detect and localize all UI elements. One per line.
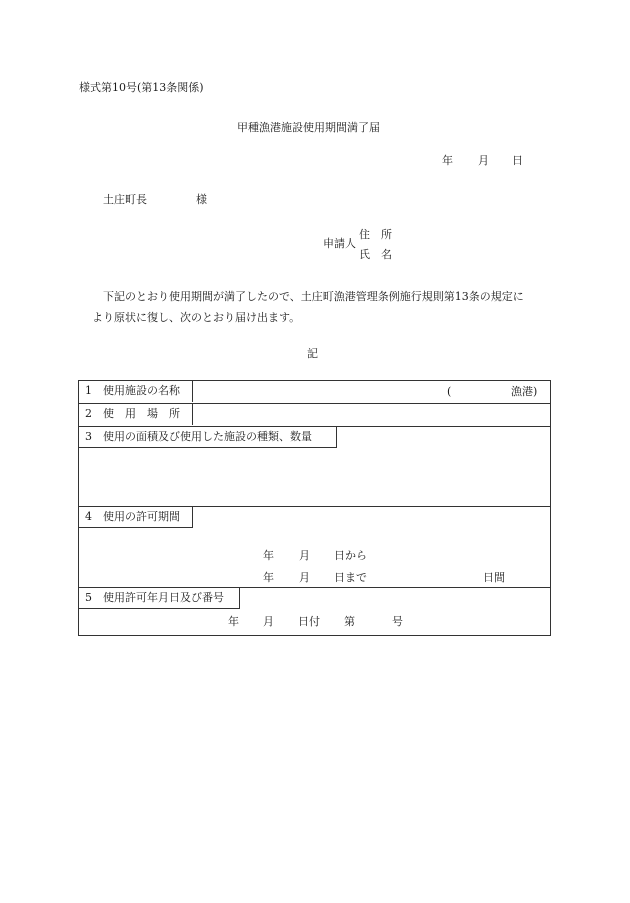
row5-label: 5 使用許可年月日及び番号 bbox=[79, 588, 240, 609]
applicant-label: 申請人 bbox=[323, 237, 356, 250]
date-year: 年 bbox=[442, 154, 453, 167]
row5-year: 年 bbox=[228, 615, 239, 628]
row4-to-year: 年 bbox=[263, 571, 274, 584]
date-day: 日 bbox=[512, 154, 523, 167]
row5-day: 日付 bbox=[298, 615, 320, 628]
row5-dai: 第 bbox=[344, 615, 355, 628]
row4-label: 4 使用の許可期間 bbox=[79, 507, 193, 528]
form-number: 様式第10号(第13条関係) bbox=[79, 81, 204, 94]
body-text-line2: より原状に復し、次のとおり届け出ます。 bbox=[92, 311, 301, 324]
row4-days: 日間 bbox=[483, 571, 505, 584]
row1-open-paren: ( bbox=[447, 385, 452, 398]
row4-from-year: 年 bbox=[263, 549, 274, 562]
row4-to-month: 月 bbox=[299, 571, 310, 584]
row4-to-day: 日まで bbox=[334, 571, 367, 584]
row2-label: 2 使 用 場 所 bbox=[79, 404, 193, 425]
row5-go: 号 bbox=[392, 615, 403, 628]
form-title: 甲種漁港施設使用期間満了届 bbox=[237, 121, 380, 134]
form-table bbox=[78, 380, 551, 636]
date-month: 月 bbox=[478, 154, 489, 167]
row4-from-month: 月 bbox=[299, 549, 310, 562]
ki-heading: 記 bbox=[307, 347, 318, 360]
row4-from-day: 日から bbox=[334, 549, 367, 562]
addressee-honorific: 様 bbox=[196, 193, 207, 206]
row1-suffix: 漁港) bbox=[511, 385, 538, 398]
applicant-address-label: 住 所 bbox=[359, 228, 392, 241]
body-text-line1: 下記のとおり使用期間が満了したので、土庄町漁港管理条例施行規則第13条の規定に bbox=[103, 290, 524, 303]
addressee-name: 土庄町長 bbox=[103, 193, 147, 206]
row1-label: 1 使用施設の名称 bbox=[79, 381, 193, 402]
row3-label: 3 使用の面積及び使用した施設の種類、数量 bbox=[79, 427, 337, 448]
applicant-name-label: 氏 名 bbox=[359, 248, 392, 261]
row5-month: 月 bbox=[263, 615, 274, 628]
